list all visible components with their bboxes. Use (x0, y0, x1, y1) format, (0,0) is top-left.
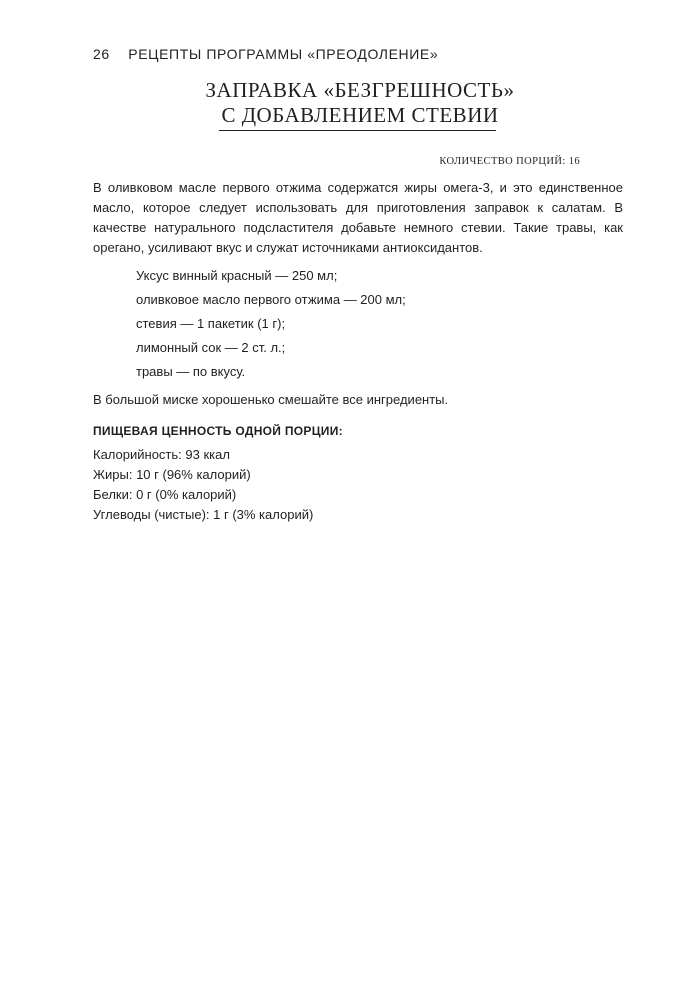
servings-value: 16 (568, 156, 580, 167)
ingredient-item: стевия — 1 пакетик (1 г); (136, 316, 286, 331)
ingredient-item: травы — по вкусу. (136, 364, 246, 379)
section-title: РЕЦЕПТЫ ПРОГРАММЫ «ПРЕОДОЛЕНИЕ» (128, 46, 439, 62)
ingredient-item: лимонный сок — 2 ст. л.; (136, 340, 286, 355)
page-number: 26 (93, 46, 110, 62)
recipe-instruction: В большой миске хорошенько смешайте все ингредиенты. (93, 392, 449, 407)
nutrition-heading: ПИЩЕВАЯ ЦЕННОСТЬ ОДНОЙ ПОРЦИИ: (93, 424, 343, 438)
servings-label: КОЛИЧЕСТВО ПОРЦИЙ: (439, 156, 566, 167)
ingredient-item: оливковое масло первого отжима — 200 мл; (136, 292, 406, 307)
title-underline (219, 130, 496, 131)
recipe-intro: В оливковом масле первого отжима содержатся жиры омега-3, и это единственное масло, которое следует использовать для приготовления заправок к салатам. В качестве натурального подсластителя добавьте немного стевии. Такие травы, как орегано, усиливают вкус и служат источниками антиоксидантов. (93, 180, 623, 255)
ingredients-list (136, 266, 406, 386)
recipe-title-line-1: ЗАПРАВКА «БЕЗГРЕШНОСТЬ» (205, 78, 515, 102)
nutrition-item: Белки: 0 г (0% калорий) (93, 487, 237, 502)
running-header (93, 46, 438, 62)
recipe-title-line-2: С ДОБАВЛЕНИЕМ СТЕВИИ (221, 103, 499, 127)
nutrition-list (93, 445, 313, 525)
nutrition-item: Углеводы (чистые): 1 г (3% калорий) (93, 507, 314, 522)
servings-count (439, 156, 580, 167)
recipe-title (200, 78, 520, 128)
nutrition-item: Калорийность: 93 ккал (93, 447, 230, 462)
ingredient-item: Уксус винный красный — 250 мл; (136, 268, 338, 283)
nutrition-item: Жиры: 10 г (96% калорий) (93, 467, 251, 482)
